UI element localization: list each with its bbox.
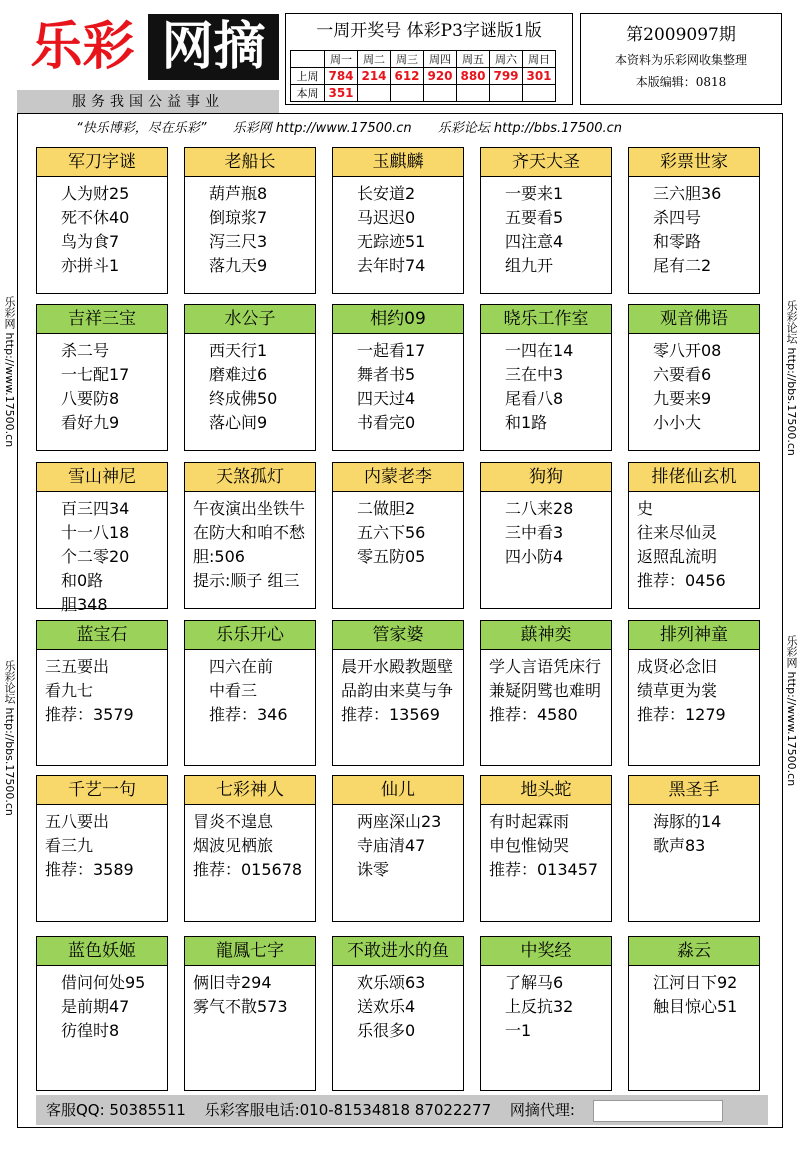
tip-line: 五八要出 bbox=[45, 812, 110, 831]
tip-card bbox=[628, 462, 760, 609]
tip-card-body bbox=[37, 805, 167, 882]
tip-card bbox=[480, 462, 612, 609]
tip-card bbox=[184, 620, 316, 766]
tip-card bbox=[36, 620, 168, 766]
draw-number: 612 bbox=[391, 68, 424, 85]
draw-number: 784 bbox=[325, 68, 358, 85]
tip-card-title: 蕻神奕 bbox=[481, 621, 611, 650]
tip-line: 尾有二2 bbox=[653, 256, 712, 275]
tip-card bbox=[480, 147, 612, 294]
draw-number bbox=[424, 85, 457, 102]
tip-line: 兼疑阴骘也难明 bbox=[489, 681, 602, 700]
tip-line: 杀四号 bbox=[653, 208, 702, 227]
tip-line: 亦拼斗1 bbox=[61, 256, 120, 275]
tip-line: 磨难过6 bbox=[209, 365, 268, 384]
tagline-site-link[interactable]: 乐彩网 http://www.17500.cn bbox=[232, 121, 412, 136]
tip-card-body bbox=[481, 650, 611, 727]
tip-card bbox=[332, 775, 464, 922]
tip-line: 品韵由来莫与争 bbox=[341, 681, 454, 700]
tip-card-title: 不敢进水的鱼 bbox=[333, 937, 463, 966]
footer-agent-label: 网摘代理: bbox=[509, 1101, 575, 1119]
tip-line: 推荐：4580 bbox=[489, 705, 578, 724]
tip-line: 彷徨时8 bbox=[61, 1021, 120, 1040]
tip-card bbox=[480, 304, 612, 451]
logo-text-black: 网摘 bbox=[148, 14, 279, 80]
tip-line: 十一八18 bbox=[61, 523, 130, 542]
tip-line: 推荐：013457 bbox=[489, 860, 599, 879]
tip-card-title: 千艺一句 bbox=[37, 776, 167, 805]
tip-line: 返照乱流明 bbox=[637, 547, 718, 566]
tip-card bbox=[628, 620, 760, 766]
tip-line: 一1 bbox=[505, 1021, 532, 1040]
tip-line: 胆:506 bbox=[193, 547, 245, 566]
tip-card-body bbox=[333, 805, 463, 882]
draw-number bbox=[358, 85, 391, 102]
draw-number bbox=[490, 85, 523, 102]
tip-card bbox=[36, 936, 168, 1091]
tip-line: 胆348 bbox=[61, 595, 108, 614]
issue-number: 第2009097期 bbox=[626, 25, 736, 45]
tip-line: 三六胆36 bbox=[653, 184, 722, 203]
tip-line: 推荐：3579 bbox=[45, 705, 134, 724]
tip-line: 学人言语凭床行 bbox=[489, 657, 602, 676]
draw-number bbox=[391, 85, 424, 102]
tip-card-title: 老船长 bbox=[185, 148, 315, 177]
tip-card bbox=[36, 147, 168, 294]
tip-card bbox=[184, 936, 316, 1091]
tip-card-title: 淼云 bbox=[629, 937, 759, 966]
tip-card-title: 排列神童 bbox=[629, 621, 759, 650]
day-cell: 周一 bbox=[325, 51, 358, 68]
tip-line: 欢乐颂63 bbox=[357, 973, 426, 992]
tip-card-title: 七彩神人 bbox=[185, 776, 315, 805]
tip-line: 午夜演出坐铁牛 bbox=[193, 499, 306, 518]
tip-card bbox=[184, 304, 316, 451]
tagline-forum-link[interactable]: 乐彩论坛 http://bbs.17500.cn bbox=[437, 121, 623, 136]
tip-card-title: 玉麒麟 bbox=[333, 148, 463, 177]
tip-card-title: 乐乐开心 bbox=[185, 621, 315, 650]
tip-line: 触目惊心51 bbox=[653, 997, 738, 1016]
tip-line: 鸟为食7 bbox=[61, 232, 120, 251]
tip-card-body bbox=[481, 492, 611, 569]
tip-card-title: 彩票世家 bbox=[629, 148, 759, 177]
tip-card-title: 蓝色妖姬 bbox=[37, 937, 167, 966]
tip-line: 和0路 bbox=[61, 571, 104, 590]
tip-line: 五六下56 bbox=[357, 523, 426, 542]
row-label: 上周 bbox=[291, 68, 325, 85]
tip-card-title: 相约09 bbox=[333, 305, 463, 334]
draw-number: 799 bbox=[490, 68, 523, 85]
tip-line: 一起看17 bbox=[357, 341, 426, 360]
tip-line: 往来尽仙灵 bbox=[637, 523, 718, 542]
tip-card-title: 龍鳳七字 bbox=[185, 937, 315, 966]
tip-card-title: 观音佛语 bbox=[629, 305, 759, 334]
tip-line: 死不休40 bbox=[61, 208, 130, 227]
logo bbox=[17, 14, 279, 110]
tip-card-body bbox=[185, 805, 315, 882]
tip-line: 烟波见栖旅 bbox=[193, 836, 274, 855]
tip-card-title: 蓝宝石 bbox=[37, 621, 167, 650]
tip-line: 中看三 bbox=[209, 681, 258, 700]
header bbox=[0, 0, 800, 112]
tip-line: 申包惟恸哭 bbox=[489, 836, 570, 855]
tip-card bbox=[184, 775, 316, 922]
tip-card-body bbox=[37, 334, 167, 435]
tip-card-body bbox=[629, 492, 759, 593]
tip-line: 三五要出 bbox=[45, 657, 110, 676]
tip-line: 小小大 bbox=[653, 413, 702, 432]
tip-line: 四注意4 bbox=[505, 232, 564, 251]
day-cell: 周二 bbox=[358, 51, 391, 68]
tip-line: 组九开 bbox=[505, 256, 554, 275]
tip-card-body bbox=[481, 966, 611, 1043]
tip-card bbox=[36, 775, 168, 922]
draw-row-this-week bbox=[291, 85, 556, 102]
tip-line: 推荐：0456 bbox=[637, 571, 726, 590]
draw-number: 920 bbox=[424, 68, 457, 85]
draw-row-last-week bbox=[291, 68, 556, 85]
weekly-draw-panel bbox=[285, 13, 573, 105]
tip-line: 江河日下92 bbox=[653, 973, 738, 992]
tip-line: 落心间9 bbox=[209, 413, 268, 432]
tip-card-body bbox=[629, 650, 759, 727]
tip-card-body bbox=[185, 650, 315, 727]
slogan: 服务我国公益事业 bbox=[17, 90, 279, 114]
tip-line: 五要看5 bbox=[505, 208, 564, 227]
tip-card-body bbox=[629, 966, 759, 1019]
tip-line: 一七配17 bbox=[61, 365, 130, 384]
tip-line: 倒琼浆7 bbox=[209, 208, 268, 227]
tip-line: 去年时74 bbox=[357, 256, 426, 275]
row-label: 本周 bbox=[291, 85, 325, 102]
tip-line: 成贤必念旧 bbox=[637, 657, 718, 676]
tip-line: 长安道2 bbox=[357, 184, 416, 203]
draw-number bbox=[523, 85, 556, 102]
tip-card-body bbox=[185, 177, 315, 278]
tip-card-title: 狗狗 bbox=[481, 463, 611, 492]
tagline bbox=[46, 118, 794, 140]
tip-line: 上反抗32 bbox=[505, 997, 574, 1016]
tip-card-title: 晓乐工作室 bbox=[481, 305, 611, 334]
tip-card-body bbox=[185, 492, 315, 593]
tip-line: 史 bbox=[637, 499, 654, 518]
tip-line: 泻三尺3 bbox=[209, 232, 268, 251]
tip-line: 个二零20 bbox=[61, 547, 130, 566]
tip-card bbox=[332, 936, 464, 1091]
tip-card bbox=[480, 775, 612, 922]
tip-card-title: 管家婆 bbox=[333, 621, 463, 650]
tip-line: 看九七 bbox=[45, 681, 94, 700]
tip-card bbox=[36, 462, 168, 614]
draw-number: 351 bbox=[325, 85, 358, 102]
tip-card-title: 仙儿 bbox=[333, 776, 463, 805]
tip-line: 六要看6 bbox=[653, 365, 712, 384]
tip-line: 寺庙清47 bbox=[357, 836, 426, 855]
tip-card-body bbox=[37, 177, 167, 278]
tip-line: 人为财25 bbox=[61, 184, 130, 203]
tip-card-body bbox=[185, 966, 315, 1019]
tip-card-body bbox=[185, 334, 315, 435]
footer-qq: 客服QQ: 50385511 bbox=[46, 1101, 186, 1119]
tip-card bbox=[332, 620, 464, 766]
tip-line: 看三九 bbox=[45, 836, 94, 855]
tip-line: 推荐：13569 bbox=[341, 705, 440, 724]
tip-line: 推荐：015678 bbox=[193, 860, 303, 879]
tip-line: 杀二号 bbox=[61, 341, 110, 360]
tip-line: 零八开08 bbox=[653, 341, 722, 360]
tip-line: 马迟迟0 bbox=[357, 208, 416, 227]
tip-line: 乐很多0 bbox=[357, 1021, 416, 1040]
draw-days-row bbox=[291, 51, 556, 68]
tip-line: 零五防05 bbox=[357, 547, 426, 566]
tip-card-title: 军刀字谜 bbox=[37, 148, 167, 177]
tagline-quote: “快乐博彩，尽在乐彩” bbox=[76, 121, 207, 136]
day-cell: 周五 bbox=[457, 51, 490, 68]
tip-line: 八要防8 bbox=[61, 389, 120, 408]
issue-note: 本资料为乐彩网收集整理 bbox=[614, 53, 747, 67]
tip-line: 四六在前 bbox=[209, 657, 274, 676]
tip-line: 看好九9 bbox=[61, 413, 120, 432]
side-text-right-bottom: 乐彩网 http://www.17500.cn bbox=[785, 635, 798, 787]
tip-line: 送欢乐4 bbox=[357, 997, 416, 1016]
tip-line: 有时起霖雨 bbox=[489, 812, 570, 831]
tip-line: 和1路 bbox=[505, 413, 548, 432]
day-cell: 周日 bbox=[523, 51, 556, 68]
tip-card-title: 中奖经 bbox=[481, 937, 611, 966]
tip-line: 推荐：346 bbox=[209, 705, 288, 724]
side-text-right-top: 乐彩论坛 http://bbs.17500.cn bbox=[785, 300, 798, 456]
tip-card-title: 排佬仙玄机 bbox=[629, 463, 759, 492]
tip-line: 和零路 bbox=[653, 232, 702, 251]
tip-card bbox=[332, 304, 464, 451]
tip-card-body bbox=[333, 650, 463, 727]
tip-card bbox=[36, 304, 168, 451]
tip-card bbox=[628, 147, 760, 294]
tip-line: 二做胆2 bbox=[357, 499, 416, 518]
tip-card-body bbox=[629, 805, 759, 858]
tip-card bbox=[480, 936, 612, 1091]
issue-panel bbox=[580, 13, 782, 105]
footer-bar bbox=[36, 1095, 768, 1125]
logo-text-red: 乐彩 bbox=[17, 14, 148, 80]
tip-card bbox=[184, 462, 316, 609]
tip-line: 四小防4 bbox=[505, 547, 564, 566]
tip-line: 推荐：3589 bbox=[45, 860, 134, 879]
tip-line: 推荐：1279 bbox=[637, 705, 726, 724]
issue-editor: 本版编辑：0818 bbox=[635, 75, 727, 89]
tip-card-body bbox=[333, 966, 463, 1043]
tip-card-body bbox=[37, 492, 167, 617]
tip-line: 冒炎不遑息 bbox=[193, 812, 274, 831]
tip-line: 落九天9 bbox=[209, 256, 268, 275]
tip-line: 是前期47 bbox=[61, 997, 130, 1016]
tip-line: 舞者书5 bbox=[357, 365, 416, 384]
tip-line: 诛零 bbox=[357, 860, 390, 879]
tip-line: 无踪迹51 bbox=[357, 232, 426, 251]
tip-line: 百三四34 bbox=[61, 499, 130, 518]
tip-card-body bbox=[481, 334, 611, 435]
tip-line: 书看完0 bbox=[357, 413, 416, 432]
tip-card-body bbox=[481, 177, 611, 278]
tip-card bbox=[184, 147, 316, 294]
side-text-left-bottom: 乐彩论坛 http://bbs.17500.cn bbox=[3, 660, 16, 816]
tip-line: 三中看3 bbox=[505, 523, 564, 542]
side-text-left-top: 乐彩网 http://www.17500.cn bbox=[3, 296, 16, 448]
draw-number: 301 bbox=[523, 68, 556, 85]
tip-card-title: 水公子 bbox=[185, 305, 315, 334]
tip-card-body bbox=[481, 805, 611, 882]
tip-card-body bbox=[333, 334, 463, 435]
draw-title: 一周开奖号 体彩P3字谜版1版 bbox=[316, 21, 542, 41]
tip-card-body bbox=[629, 334, 759, 435]
tip-card bbox=[628, 936, 760, 1091]
tip-line: 四天过4 bbox=[357, 389, 416, 408]
tip-card-body bbox=[37, 966, 167, 1043]
tip-line: 一要来1 bbox=[505, 184, 564, 203]
tip-card bbox=[628, 304, 760, 451]
tip-card-title: 黑圣手 bbox=[629, 776, 759, 805]
tip-card-body bbox=[333, 177, 463, 278]
draw-number bbox=[457, 85, 490, 102]
tip-card-title: 吉祥三宝 bbox=[37, 305, 167, 334]
tip-line: 一四在14 bbox=[505, 341, 574, 360]
tip-card-body bbox=[37, 650, 167, 727]
draw-number: 214 bbox=[358, 68, 391, 85]
tip-card bbox=[332, 147, 464, 294]
tip-line: 提示:顺子 组三 bbox=[193, 571, 300, 590]
tip-line: 海豚的14 bbox=[653, 812, 722, 831]
tip-line: 了解马6 bbox=[505, 973, 564, 992]
tip-line: 二八来28 bbox=[505, 499, 574, 518]
tip-card bbox=[480, 620, 612, 766]
tip-card bbox=[628, 775, 760, 922]
tip-line: 歌声83 bbox=[653, 836, 706, 855]
tip-card-title: 内蒙老李 bbox=[333, 463, 463, 492]
tip-card-title: 雪山神尼 bbox=[37, 463, 167, 492]
tip-line: 葫芦瓶8 bbox=[209, 184, 268, 203]
tip-line: 绩草更为裳 bbox=[637, 681, 718, 700]
tip-line: 在防大和咱不愁 bbox=[193, 523, 306, 542]
tip-line: 九要来9 bbox=[653, 389, 712, 408]
tip-line: 三在中3 bbox=[505, 365, 564, 384]
footer-phone: 乐彩客服电话:010-81534818 87022277 bbox=[204, 1101, 492, 1119]
day-cell: 周四 bbox=[424, 51, 457, 68]
draw-number: 880 bbox=[457, 68, 490, 85]
tip-line: 俩旧寺294 bbox=[193, 973, 272, 992]
draw-table bbox=[290, 50, 556, 102]
tip-card-title: 地头蛇 bbox=[481, 776, 611, 805]
tip-line: 西天行1 bbox=[209, 341, 268, 360]
tip-card-body bbox=[333, 492, 463, 569]
tip-line: 雾气不散573 bbox=[193, 997, 288, 1016]
tip-card bbox=[332, 462, 464, 609]
tip-line: 终成佛50 bbox=[209, 389, 278, 408]
agent-input-box bbox=[593, 1100, 723, 1122]
tip-line: 晨开水殿教题壁 bbox=[341, 657, 454, 676]
tip-line: 借问何处95 bbox=[61, 973, 146, 992]
tip-line: 两座深山23 bbox=[357, 812, 442, 831]
tip-card-title: 天煞孤灯 bbox=[185, 463, 315, 492]
tip-card-body bbox=[629, 177, 759, 278]
day-cell: 周六 bbox=[490, 51, 523, 68]
tip-line: 尾看八8 bbox=[505, 389, 564, 408]
day-cell: 周三 bbox=[391, 51, 424, 68]
tip-card-title: 齐天大圣 bbox=[481, 148, 611, 177]
